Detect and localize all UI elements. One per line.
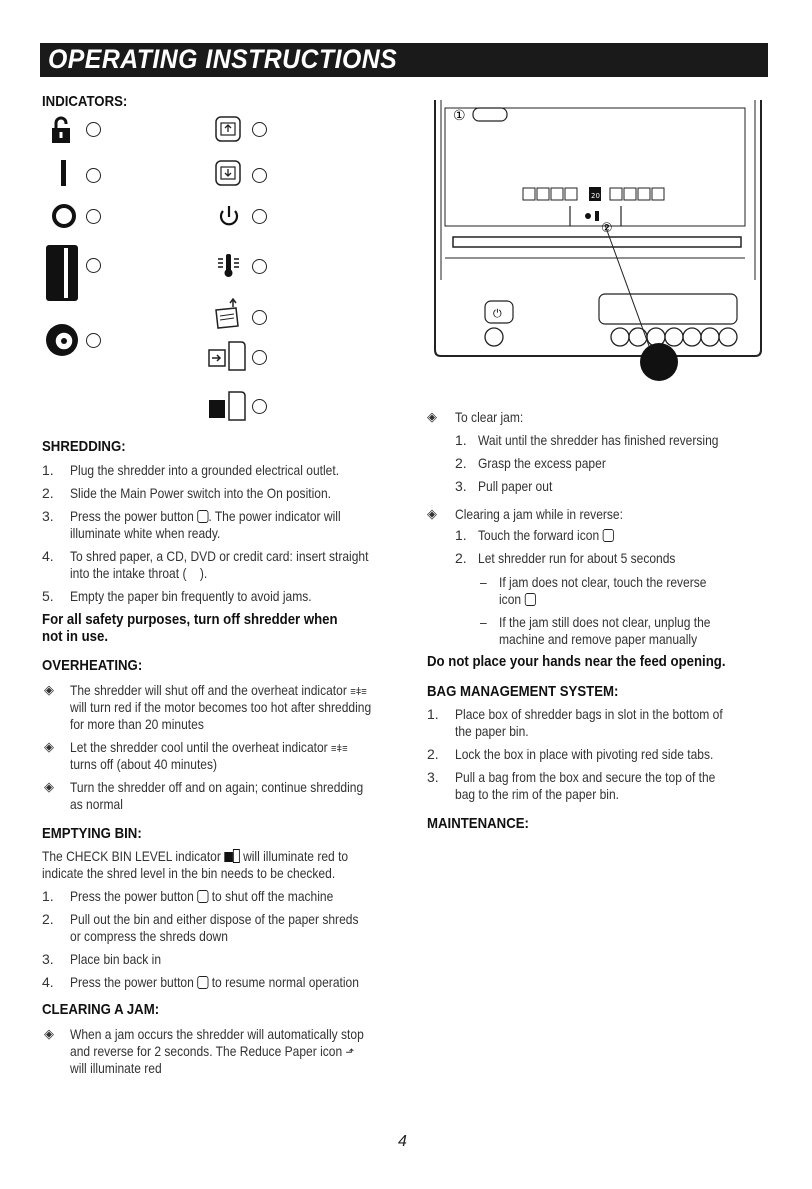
bin-level-inline-icon xyxy=(224,852,233,862)
emptying-step-2: Pull out the bin and either dispose of the paper shreds xyxy=(70,911,359,927)
indicator-light xyxy=(86,258,101,273)
page-title: OPERATING INSTRUCTIONS xyxy=(48,44,398,74)
step-number: 1. xyxy=(42,888,54,904)
clear-jam-step: Wait until the shredder has finished reversing xyxy=(478,432,719,448)
step-number: 2. xyxy=(42,485,54,501)
step-number: 1. xyxy=(455,527,467,543)
emptying-intro xyxy=(42,848,348,865)
step-number: 4. xyxy=(42,548,54,564)
overheat-line: will turn red if the motor becomes too hot after shredding xyxy=(70,699,372,715)
unlock-icon xyxy=(50,116,74,144)
shredding-step-4-cont xyxy=(70,565,207,582)
callout-2-label: ② xyxy=(601,221,613,236)
step-text: to resume normal operation xyxy=(211,974,359,990)
line-text: Let the shredder cool until the overheat indicator xyxy=(70,739,328,755)
page-number: 4 xyxy=(398,1133,407,1150)
reverse-substep-cont xyxy=(499,591,536,608)
bag-step-cont: the paper bin. xyxy=(455,723,529,739)
shredding-step-2: Slide the Main Power switch into the On position. xyxy=(70,485,332,501)
indicator-light xyxy=(252,168,267,183)
bin-full-icon xyxy=(207,340,253,372)
line-text: and reverse for 2 seconds. The Reduce Paper icon xyxy=(70,1043,343,1059)
line-text: icon xyxy=(499,591,522,607)
step-number: 4. xyxy=(42,974,54,990)
step-text: Touch the forward icon xyxy=(478,527,600,543)
safety-warning: For all safety purposes, turn off shredder when xyxy=(42,611,338,628)
indicator-light xyxy=(86,168,101,183)
indicator-light xyxy=(252,122,267,137)
step-number: 1. xyxy=(427,706,439,722)
step-number: 2. xyxy=(42,911,54,927)
diamond-bullet-icon: ◈ xyxy=(44,739,54,754)
reduce-paper-inline-icon: ⬏ xyxy=(345,1045,355,1059)
overheat-inline-icon: ≡ǂ≡ xyxy=(331,743,348,755)
bag-heading: BAG MANAGEMENT SYSTEM: xyxy=(427,683,619,700)
reverse-substep: If the jam still does not clear, unplug the xyxy=(499,614,711,630)
title-banner xyxy=(40,43,768,77)
shredding-step-4: To shred paper, a CD, DVD or credit card: insert straight xyxy=(70,548,369,564)
step-text: Press the power button xyxy=(70,974,194,990)
overheat-line: for more than 20 minutes xyxy=(70,716,204,732)
capacity-label: 20 xyxy=(591,192,600,200)
overheat-line: Turn the shredder off and on again; continue shredding xyxy=(70,779,364,795)
forward-icon xyxy=(215,116,243,144)
step-text: ). xyxy=(199,565,208,581)
indicator-light xyxy=(86,209,101,224)
reverse-step: Let shredder run for about 5 seconds xyxy=(478,550,676,566)
feed-warning: Do not place your hands near the feed opening. xyxy=(427,653,726,670)
reverse-step xyxy=(478,527,614,544)
shredding-step-5: Empty the paper bin frequently to avoid jams. xyxy=(70,588,312,604)
step-text: into the intake throat ( xyxy=(70,565,187,581)
indicator-light xyxy=(252,310,267,325)
clear-jam-step: Pull paper out xyxy=(478,478,553,494)
step-number: 3. xyxy=(42,951,54,967)
shredding-step-1: Plug the shredder into a grounded electrical outlet. xyxy=(70,462,340,478)
shredder-control-panel-diagram xyxy=(425,100,770,388)
overheat-line: as normal xyxy=(70,796,123,812)
shredding-step-3-cont: illuminate white when ready. xyxy=(70,525,221,541)
step-number: 1. xyxy=(42,462,54,478)
step-text: Press the power button xyxy=(70,508,194,524)
power-button-icon xyxy=(197,890,208,903)
emptying-step-1 xyxy=(70,888,333,905)
reverse-icon xyxy=(215,160,243,188)
safety-warning-cont: not in use. xyxy=(42,628,108,645)
step-number: 3. xyxy=(42,508,54,524)
bag-step: Place box of shredder bags in slot in the bottom of xyxy=(455,706,723,722)
reduce-paper-icon xyxy=(212,298,246,330)
diamond-bullet-icon: ◈ xyxy=(44,779,54,794)
emptying-heading: EMPTYING BIN: xyxy=(42,825,142,842)
credit-card-slot-icon xyxy=(46,245,80,303)
power-button-icon xyxy=(197,510,208,523)
indicator-light xyxy=(252,259,267,274)
overheat-inline-icon: ≡ǂ≡ xyxy=(350,686,367,698)
callout-1-label: ① xyxy=(453,108,466,124)
cd-icon xyxy=(44,322,82,358)
bag-step: Pull a bag from the box and secure the top of the xyxy=(455,769,716,785)
diamond-bullet-icon: ◈ xyxy=(427,506,437,521)
step-number: 3. xyxy=(455,478,467,494)
bin-level-icon xyxy=(207,390,253,422)
clearing-line xyxy=(70,1043,354,1061)
clearing-line: When a jam occurs the shredder will automatically stop xyxy=(70,1026,364,1042)
emptying-intro-cont: indicate the shred level in the bin needs to be checked. xyxy=(42,865,336,881)
indicator-light xyxy=(252,209,267,224)
indicators-heading: INDICATORS: xyxy=(42,93,128,110)
step-number: 2. xyxy=(427,746,439,762)
clear-jam-title: To clear jam: xyxy=(455,409,524,425)
overheat-icon xyxy=(216,253,242,279)
overheating-heading: OVERHEATING: xyxy=(42,657,143,674)
diamond-bullet-icon: ◈ xyxy=(44,682,54,697)
indicator-light xyxy=(252,399,267,414)
line-text: The shredder will shut off and the overheat indicator xyxy=(70,682,347,698)
power-off-icon xyxy=(52,203,80,231)
maintenance-heading: MAINTENANCE: xyxy=(427,815,529,832)
svg-text:⏻: ⏻ xyxy=(493,307,502,320)
reverse-substep: If jam does not clear, touch the reverse xyxy=(499,574,707,590)
diamond-bullet-icon: ◈ xyxy=(44,1026,54,1041)
clearing-heading: CLEARING A JAM: xyxy=(42,1001,160,1018)
power-button-icon xyxy=(197,976,208,989)
emptying-step-3: Place bin back in xyxy=(70,951,162,967)
forward-inline-icon xyxy=(602,529,613,542)
step-number: 2. xyxy=(455,455,467,471)
shredding-step-3 xyxy=(70,508,341,525)
indicator-light xyxy=(86,122,101,137)
bag-step-cont: bag to the rim of the paper bin. xyxy=(455,786,619,802)
overheat-line: turns off (about 40 minutes) xyxy=(70,756,218,772)
bin-outline-inline-icon xyxy=(233,849,240,863)
reverse-substep-cont: machine and remove paper manually xyxy=(499,631,698,647)
bag-step: Lock the box in place with pivoting red side tabs. xyxy=(455,746,714,762)
step-text: . The power indicator will xyxy=(208,508,341,524)
emptying-step-2-cont: or compress the shreds down xyxy=(70,928,228,944)
shredding-heading: SHREDDING: xyxy=(42,438,126,455)
step-number: 2. xyxy=(455,550,467,566)
diamond-bullet-icon: ◈ xyxy=(427,409,437,424)
step-text: Press the power button xyxy=(70,888,194,904)
power-icon xyxy=(216,204,242,230)
step-text: to shut off the machine xyxy=(211,888,334,904)
step-number: 5. xyxy=(42,588,54,604)
line-text: will illuminate red to xyxy=(243,848,349,864)
power-on-icon xyxy=(60,160,68,188)
indicator-light xyxy=(86,333,101,348)
reverse-inline-icon xyxy=(524,593,535,606)
step-number: 1. xyxy=(455,432,467,448)
clearing-line: will illuminate red xyxy=(70,1060,162,1076)
clear-jam-step: Grasp the excess paper xyxy=(478,455,606,471)
indicator-light xyxy=(252,350,267,365)
dash-bullet: – xyxy=(480,614,487,630)
line-text: The CHECK BIN LEVEL indicator xyxy=(42,848,221,864)
step-number: 3. xyxy=(427,769,439,785)
emptying-step-4 xyxy=(70,974,359,991)
reverse-jam-title: Clearing a jam while in reverse: xyxy=(455,506,623,522)
dash-bullet: – xyxy=(480,574,487,590)
